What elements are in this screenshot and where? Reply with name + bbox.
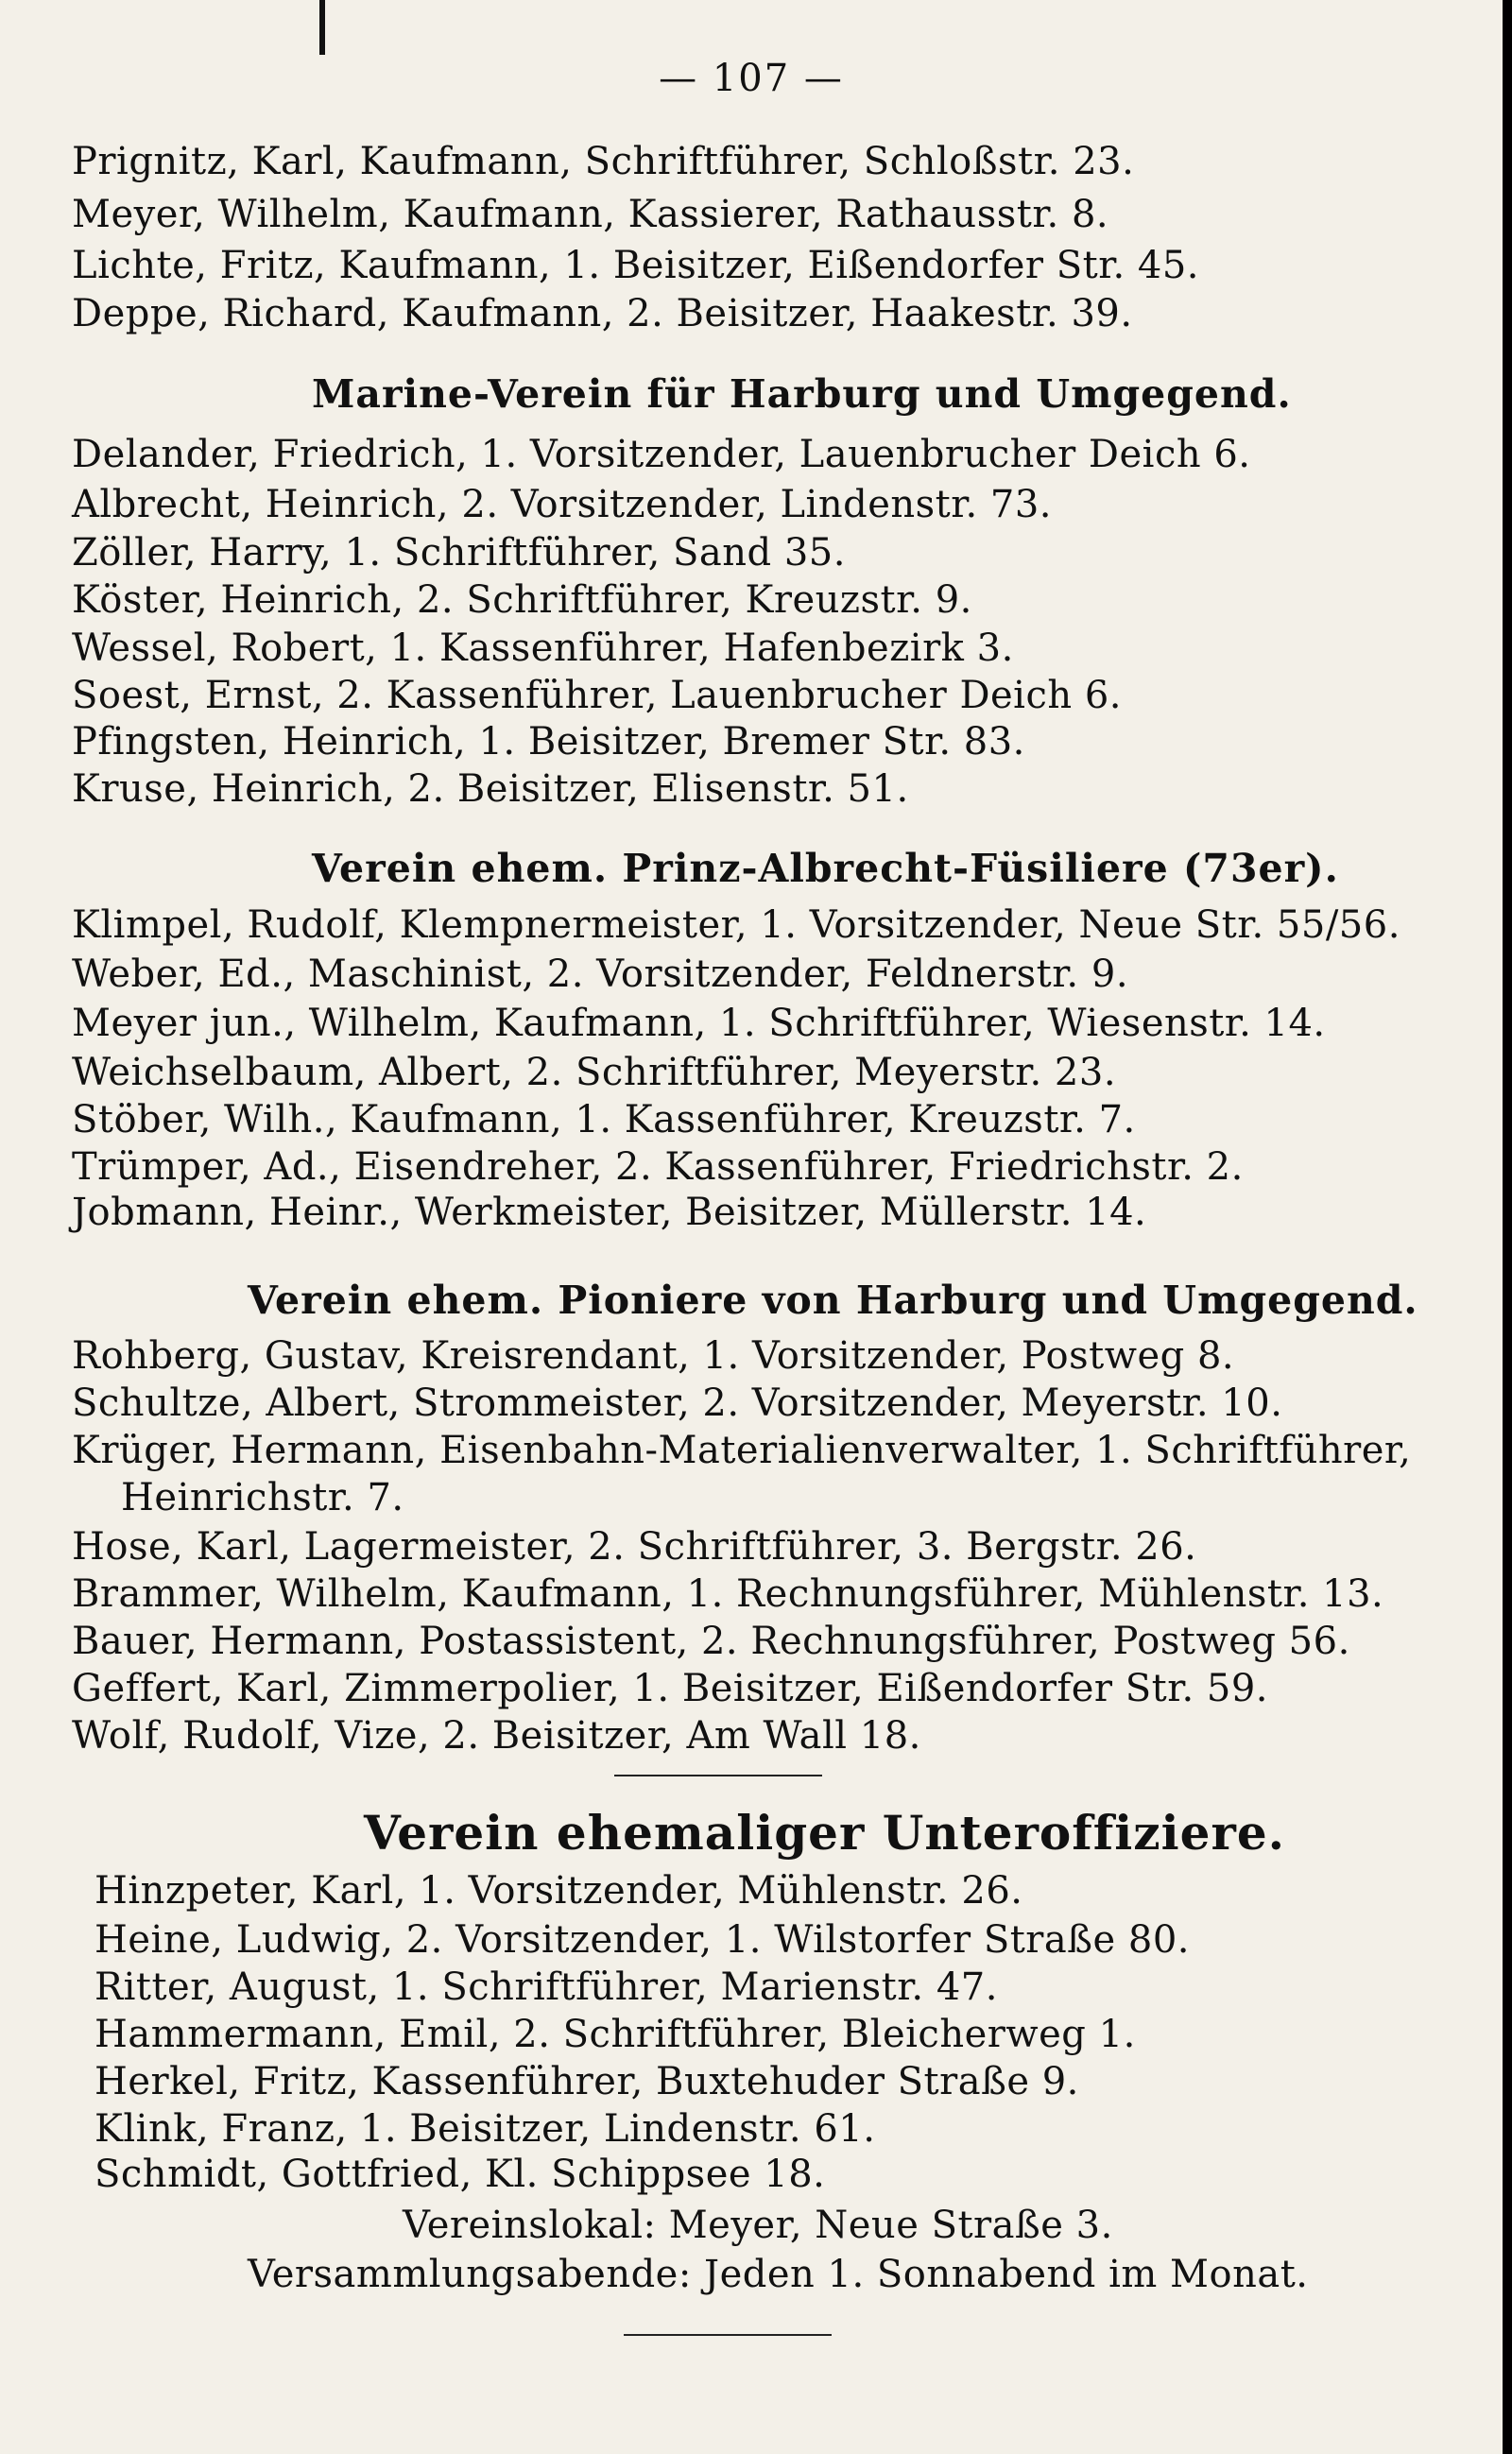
list-item: Delander, Friedrich, 1. Vorsitzender, Lauenbrucher Deich 6. — [72, 433, 1251, 476]
vereinslokal-text: Vereinslokal: Meyer, Neue Straße 3. — [403, 2204, 1113, 2247]
list-item: Soest, Ernst, 2. Kassenführer, Lauenbrucher Deich 6. — [72, 674, 1123, 717]
list-item: Kruse, Heinrich, 2. Beisitzer, Elisenstr. 51. — [72, 767, 909, 811]
list-item: Wessel, Robert, 1. Kassenführer, Hafenbezirk 3. — [72, 626, 1014, 670]
list-item: Geffert, Karl, Zimmerpolier, 1. Beisitzer, Eißendorfer Str. 59. — [72, 1667, 1268, 1710]
list-item: Hinzpeter, Karl, 1. Vorsitzender, Mühlenstr. 26. — [94, 1869, 1023, 1913]
list-item: Meyer, Wilhelm, Kaufmann, Kassierer, Rathausstr. 8. — [72, 193, 1109, 236]
bottom-divider — [624, 2334, 832, 2336]
list-item: Bauer, Hermann, Postassistent, 2. Rechnungsführer, Postweg 56. — [72, 1620, 1350, 1663]
list-item: Köster, Heinrich, 2. Schriftführer, Kreuzstr. 9. — [72, 578, 972, 622]
list-item: Prignitz, Karl, Kaufmann, Schriftführer, Schloßstr. 23. — [72, 140, 1135, 183]
list-item: Deppe, Richard, Kaufmann, 2. Beisitzer, Haakestr. 39. — [72, 292, 1133, 335]
section-heading: Verein ehemaliger Unteroffiziere. — [364, 1805, 1286, 1861]
page-number: — 107 — — [659, 57, 844, 100]
list-item: Heine, Ludwig, 2. Vorsitzender, 1. Wilstorfer Straße 80. — [94, 1918, 1190, 1962]
list-item: Zöller, Harry, 1. Schriftführer, Sand 35. — [72, 531, 846, 575]
section-divider — [614, 1775, 822, 1776]
list-item: Lichte, Fritz, Kaufmann, 1. Beisitzer, Eißendorfer Str. 45. — [72, 244, 1200, 287]
list-item: Weber, Ed., Maschinist, 2. Vorsitzender, Feldnerstr. 9. — [72, 952, 1129, 996]
list-item: Stöber, Wilh., Kaufmann, 1. Kassenführer, Kreuzstr. 7. — [72, 1098, 1136, 1141]
list-item: Herkel, Fritz, Kassenführer, Buxtehuder Straße 9. — [94, 2060, 1079, 2103]
list-item: Hammermann, Emil, 2. Schriftführer, Bleicherweg 1. — [94, 2013, 1136, 2056]
section-heading: Verein ehem. Pioniere von Harburg und Umgegend. — [248, 1278, 1418, 1323]
list-item: Krüger, Hermann, Eisenbahn-Materialienverwalter, 1. Schriftführer, — [72, 1429, 1412, 1472]
list-item: Klimpel, Rudolf, Klempnermeister, 1. Vorsitzender, Neue Str. 55/56. — [72, 903, 1400, 947]
section-heading: Marine-Verein für Harburg und Umgegend. — [312, 371, 1292, 417]
list-item: Wolf, Rudolf, Vize, 2. Beisitzer, Am Wall 18. — [72, 1714, 921, 1758]
list-item: Klink, Franz, 1. Beisitzer, Lindenstr. 61. — [94, 2107, 876, 2151]
list-item: Hose, Karl, Lagermeister, 2. Schriftführer, 3. Bergstr. 26. — [72, 1525, 1197, 1569]
list-item: Schmidt, Gottfried, Kl. Schippsee 18. — [94, 2153, 826, 2196]
list-item: Weichselbaum, Albert, 2. Schriftführer, Meyerstr. 23. — [72, 1051, 1117, 1094]
list-item: Trümper, Ad., Eisendreher, 2. Kassenführer, Friedrichstr. 2. — [72, 1145, 1244, 1189]
versammlungsabende-text: Versammlungsabende: Jeden 1. Sonnabend im Monat. — [248, 2253, 1309, 2296]
list-item: Schultze, Albert, Strommeister, 2. Vorsitzender, Meyerstr. 10. — [72, 1381, 1283, 1425]
list-item: Ritter, August, 1. Schriftführer, Marienstr. 47. — [94, 1965, 998, 2009]
list-item-continuation: Heinrichstr. 7. — [121, 1476, 404, 1519]
list-item: Albrecht, Heinrich, 2. Vorsitzender, Lindenstr. 73. — [72, 483, 1053, 526]
margin-mark — [319, 0, 325, 55]
list-item: Brammer, Wilhelm, Kaufmann, 1. Rechnungsführer, Mühlenstr. 13. — [72, 1572, 1384, 1616]
list-item: Pfingsten, Heinrich, 1. Beisitzer, Bremer Str. 83. — [72, 720, 1025, 764]
list-item: Rohberg, Gustav, Kreisrendant, 1. Vorsitzender, Postweg 8. — [72, 1334, 1235, 1378]
list-item: Jobmann, Heinr., Werkmeister, Beisitzer, Müllerstr. 14. — [72, 1191, 1147, 1234]
section-heading: Verein ehem. Prinz-Albrecht-Füsiliere (73er). — [312, 846, 1339, 891]
list-item: Meyer jun., Wilhelm, Kaufmann, 1. Schriftführer, Wiesenstr. 14. — [72, 1002, 1326, 1045]
